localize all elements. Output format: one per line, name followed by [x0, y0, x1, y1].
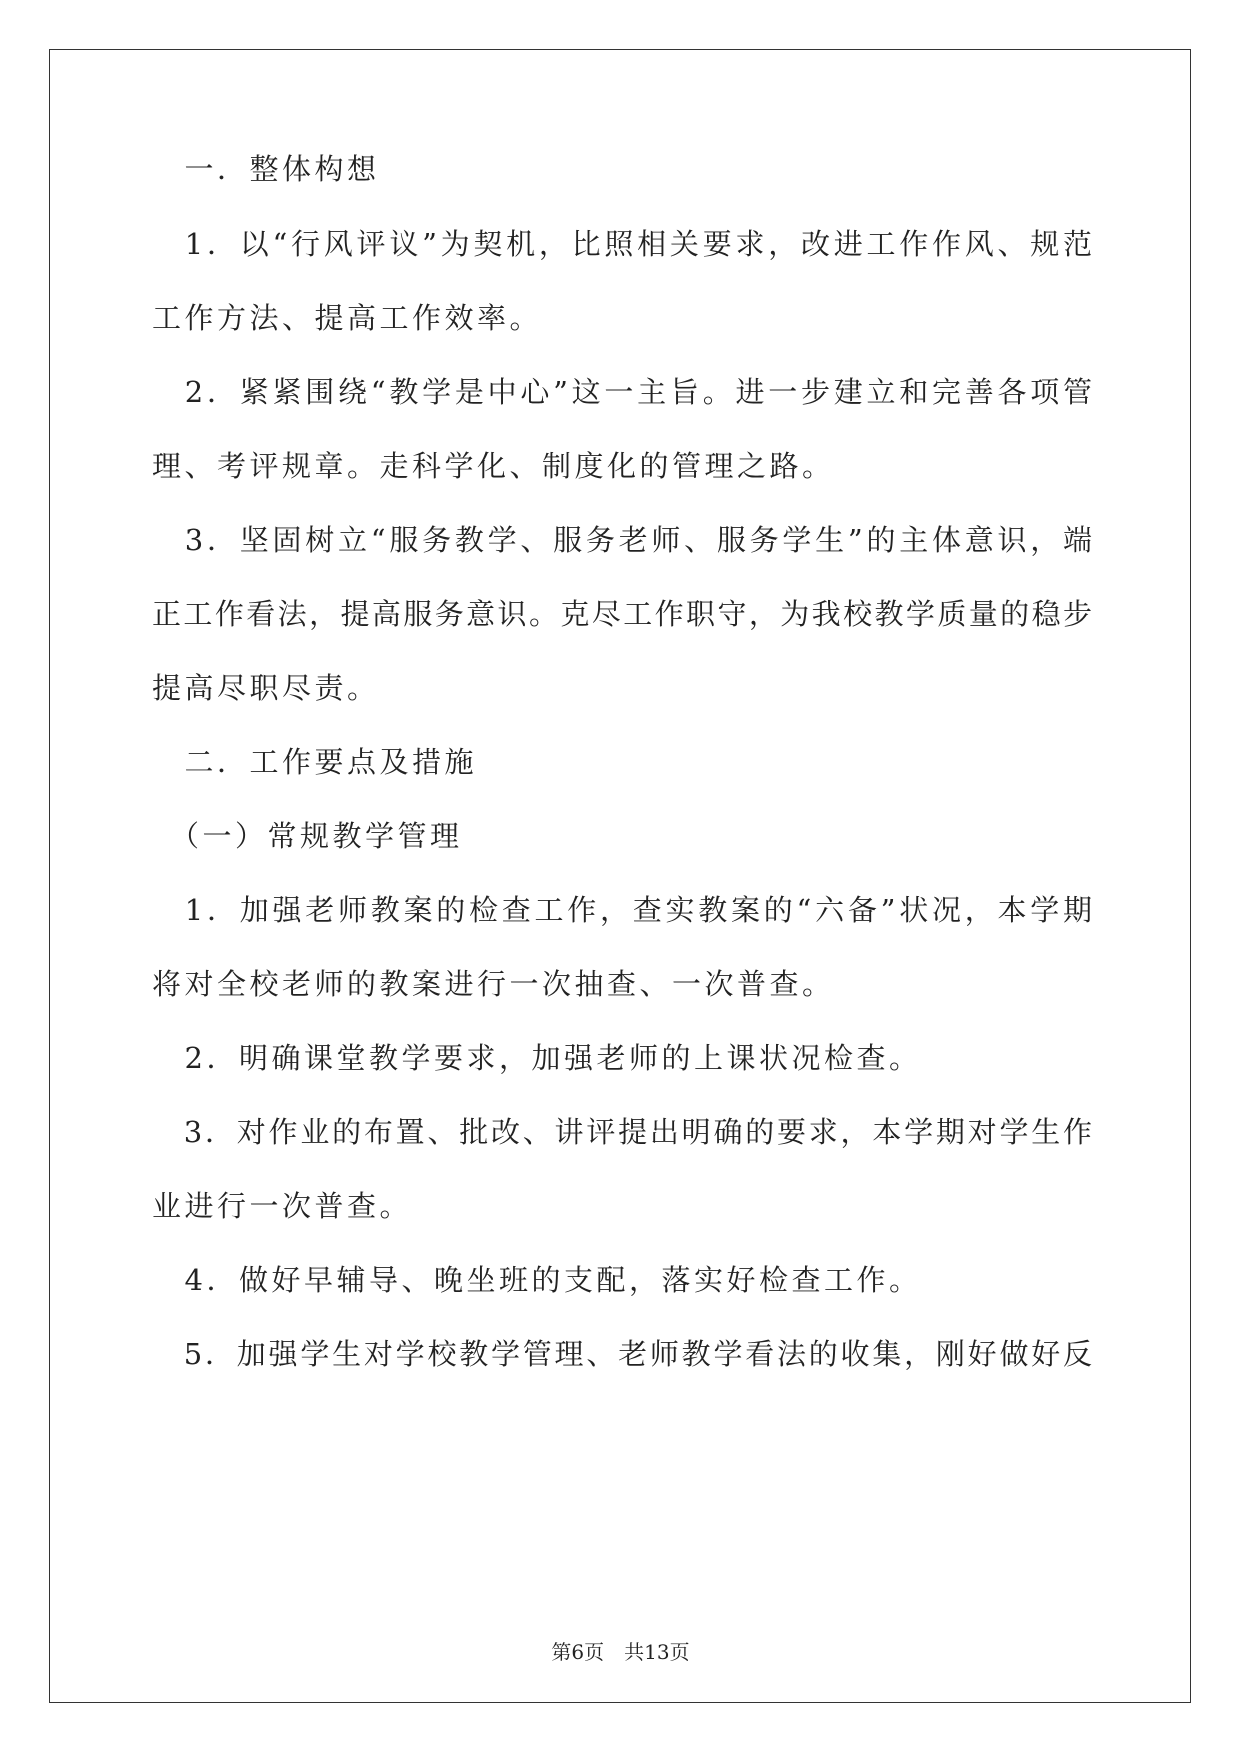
subsection-heading: （一）常规教学管理	[152, 819, 463, 853]
paragraph-line: 1．以“行风评议”为契机，比照相关要求，改进工作作风、规范	[152, 227, 1092, 261]
page-label-prefix: 第	[551, 1640, 572, 1664]
paragraph-line: 1．加强老师教案的检查工作，查实教案的“六备”状况，本学期	[152, 893, 1092, 927]
section-heading-2: 二．工作要点及措施	[152, 745, 478, 779]
paragraph-line: 5．加强学生对学校教学管理、老师教学看法的收集，刚好做好反	[152, 1337, 1092, 1371]
page-total-number: 13	[644, 1640, 670, 1664]
section-heading-1: 一．整体构想	[152, 152, 380, 186]
paragraph-line: 3．对作业的布置、批改、讲评提出明确的要求，本学期对学生作	[152, 1115, 1092, 1149]
page-label-suffix: 页	[669, 1640, 690, 1664]
paragraph-line: 工作方法、提高工作效率。	[152, 301, 543, 335]
paragraph-line: 业进行一次普查。	[152, 1189, 413, 1223]
paragraph-line: 理、考评规章。走科学化、制度化的管理之路。	[152, 449, 835, 483]
paragraph-line: 3．坚固树立“服务教学、服务老师、服务学生”的主体意识，端	[152, 523, 1092, 557]
paragraph-line: 将对全校老师的教案进行一次抽查、一次普查。	[152, 967, 835, 1001]
page-label-mid: 页 共	[584, 1640, 645, 1664]
page-current-number: 6	[571, 1640, 585, 1664]
paragraph-line: 4．做好早辅导、晚坐班的支配，落实好检查工作。	[152, 1263, 922, 1297]
paragraph-line: 正工作看法，提高服务意识。克尽工作职守，为我校教学质量的稳步	[152, 597, 1092, 631]
page-footer	[0, 1638, 1241, 1666]
paragraph-line: 提高尽职尽责。	[152, 671, 380, 705]
paragraph-line: 2．紧紧围绕“教学是中心”这一主旨。进一步建立和完善各项管	[152, 375, 1092, 409]
paragraph-line: 2．明确课堂教学要求，加强老师的上课状况检查。	[152, 1041, 922, 1075]
